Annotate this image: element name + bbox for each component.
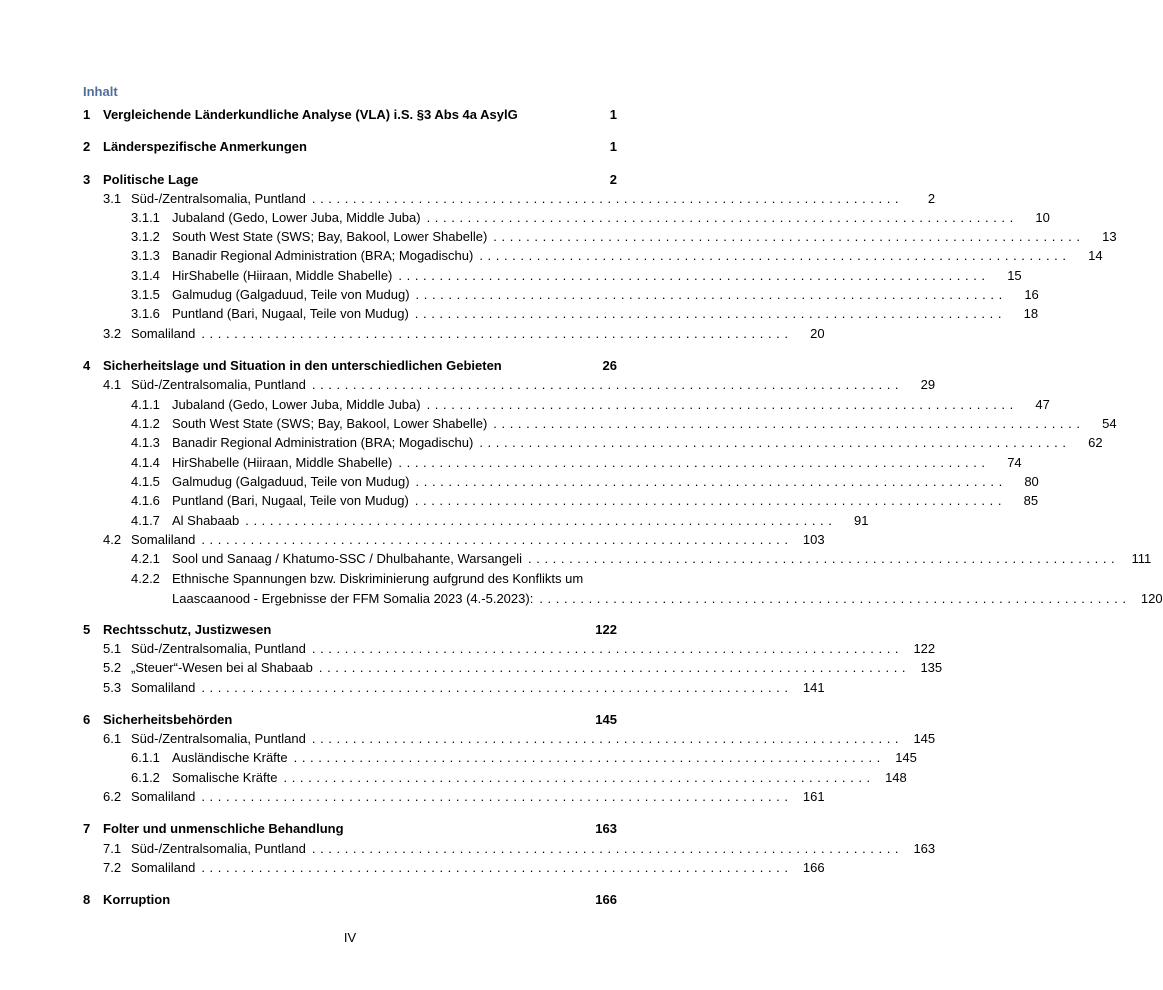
toc-page-number: 20 (810, 326, 825, 341)
toc-entry-4-1-1[interactable] (83, 395, 1050, 414)
toc-number: 4.1.7 (131, 513, 160, 528)
toc-leader: ........................................................................ (398, 455, 990, 470)
toc-number: 6.1.2 (131, 770, 160, 785)
toc-page-number: 10 (1035, 210, 1050, 225)
toc-number: 3 (83, 172, 91, 187)
toc-page-number: 122 (595, 622, 617, 637)
toc-entry-3-1-5[interactable] (83, 285, 1039, 304)
toc-entry-4[interactable] (83, 356, 617, 375)
toc-page-number: 120 (1140, 590, 1163, 606)
toc-page-number: 145 (913, 731, 936, 746)
toc-entry-3-1-2[interactable] (83, 227, 1117, 246)
toc-number: 4.2.2 (131, 571, 160, 586)
toc-title: Puntland (Bari, Nugaal, Teile von Mudug) (172, 493, 409, 508)
toc-page-number: 85 (1023, 493, 1039, 508)
toc-title: Somaliland (131, 532, 196, 547)
toc-page-number: 135 (920, 660, 943, 675)
toc-page-number: 14 (1088, 248, 1103, 263)
toc-leader: ........................................................................ (311, 731, 904, 746)
toc-leader: ........................................................................ (493, 416, 1085, 431)
toc-leader: ........................................................................ (479, 248, 1071, 263)
toc-title: Folter und unmenschliche Behandlung (103, 821, 344, 836)
toc-title: Puntland (Bari, Nugaal, Teile von Mudug) (172, 306, 409, 321)
toc-title: HirShabelle (Hiiraan, Middle Shabelle) (172, 268, 393, 283)
toc-page-number: 145 (895, 750, 917, 765)
toc-page-number: 80 (1024, 474, 1039, 489)
toc-page-number: 18 (1023, 306, 1039, 321)
toc-page-number: 15 (1007, 268, 1022, 283)
toc-leader: ........................................................................ (293, 750, 885, 765)
toc-entry-6-1-1[interactable] (83, 748, 917, 767)
toc-title: Sicherheitsbehörden (103, 712, 233, 727)
toc-number: 5.1 (103, 641, 122, 656)
toc-leader: ........................................................................ (426, 210, 1018, 225)
toc-entry-3-1-3[interactable] (83, 246, 1103, 265)
toc-number: 7.1 (103, 841, 122, 856)
toc-entry-6-2[interactable] (83, 787, 825, 806)
toc-leader: ........................................................................ (414, 493, 1007, 508)
toc-leader: ........................................................................ (318, 660, 911, 675)
toc-entry-5-1[interactable] (83, 639, 936, 658)
toc-title: Politische Lage (103, 172, 199, 187)
toc-number: 4.1 (103, 377, 122, 392)
toc-leader: ........................................................................ (493, 229, 1085, 244)
toc-title: Vergleichende Länderkundliche Analyse (VLA) i.S. §3 Abs 4a AsylG (103, 107, 518, 122)
toc-page-number: 145 (595, 712, 617, 727)
toc-entry-8[interactable] (83, 890, 617, 909)
toc-number: 4.1.6 (131, 493, 160, 508)
toc-page-number: 13 (1102, 229, 1117, 244)
toc-entry-3-1[interactable] (83, 189, 936, 208)
toc-number: 4.2 (103, 532, 122, 547)
toc-leader: ........................................................................ (426, 397, 1018, 412)
toc-title: Süd-/Zentralsomalia, Puntland (131, 377, 306, 392)
toc-entry-6-1[interactable] (83, 729, 936, 748)
toc-entry-6[interactable] (83, 710, 617, 729)
toc-entry-4-2-2[interactable] (83, 569, 1163, 608)
toc-title: „Steuer“-Wesen bei al Shabaab (131, 660, 313, 675)
toc-page-number: 141 (802, 680, 825, 695)
toc-number: 3.1.4 (131, 268, 160, 283)
toc-title: Somalische Kräfte (172, 770, 278, 785)
toc-entry-3-1-6[interactable] (83, 304, 1039, 323)
toc-title-line-2: Laascaanood - Ergebnisse der FFM Somalia 2023 (4.-5.2023): (172, 590, 534, 606)
toc-number: 7 (83, 821, 91, 836)
toc-title: Sicherheitslage und Situation in den unterschiedlichen Gebieten (103, 358, 502, 373)
toc-entry-4-1-5[interactable] (83, 472, 1039, 491)
toc-page-number: 16 (1024, 287, 1039, 302)
toc-title: Al Shabaab (172, 513, 240, 528)
toc-entry-3-1-1[interactable] (83, 208, 1050, 227)
toc-number: 3.1.3 (131, 248, 160, 263)
toc-title: Rechtsschutz, Justizwesen (103, 622, 272, 637)
toc-number: 3.1.1 (131, 210, 160, 225)
toc-leader: ........................................................................ (201, 532, 793, 547)
toc-leader: ........................................................................ (415, 287, 1007, 302)
toc-page-number: 91 (854, 513, 869, 528)
toc-number: 4.1.4 (131, 455, 160, 470)
toc-number: 4.1.3 (131, 435, 160, 450)
toc-title: Süd-/Zentralsomalia, Puntland (131, 841, 306, 856)
toc-title: HirShabelle (Hiiraan, Middle Shabelle) (172, 455, 393, 470)
toc-number: 6.1.1 (131, 750, 160, 765)
toc-entry-3-1-4[interactable] (83, 266, 1022, 285)
toc-heading: Inhalt (83, 84, 118, 99)
toc-number: 3.1 (103, 191, 122, 206)
toc-number: 5.2 (103, 660, 122, 675)
toc-page-number: 122 (913, 641, 936, 656)
toc-title: Sool und Sanaag / Khatumo-SSC / Dhulbahante, Warsangeli (172, 551, 523, 566)
toc-number: 3.1.2 (131, 229, 160, 244)
toc-page-number: 161 (802, 789, 825, 804)
toc-title-line-1: Ethnische Spannungen bzw. Diskriminierung aufgrund des Konflikts um (172, 571, 584, 586)
toc-number: 4.1.2 (131, 416, 160, 431)
toc-title: Süd-/Zentralsomalia, Puntland (131, 641, 306, 656)
toc-entry-4-2[interactable] (83, 530, 825, 549)
toc-page-number: 47 (1035, 397, 1050, 412)
toc-leader: ........................................................................ (283, 770, 875, 785)
toc-title: Länderspezifische Anmerkungen (103, 139, 307, 154)
toc-entry-7[interactable] (83, 819, 617, 838)
toc-title: Süd-/Zentralsomalia, Puntland (131, 191, 306, 206)
toc-number: 4.1.1 (131, 397, 160, 412)
toc-title: Somaliland (131, 680, 196, 695)
toc-number: 4.1.5 (131, 474, 160, 489)
toc-page-number: 62 (1088, 435, 1103, 450)
toc-number: 4.2.1 (131, 551, 160, 566)
page-footer-number: IV (343, 930, 357, 945)
toc-leader: ........................................................................ (311, 191, 904, 206)
toc-entry-4-1-7[interactable] (83, 511, 869, 530)
toc-number: 3.1.5 (131, 287, 160, 302)
toc-title: Korruption (103, 892, 171, 907)
toc-number: 5 (83, 622, 91, 637)
toc-title: Somaliland (131, 860, 196, 875)
toc-title: Banadir Regional Administration (BRA; Mogadischu) (172, 435, 474, 450)
toc-title: Jubaland (Gedo, Lower Juba, Middle Juba) (172, 210, 421, 225)
toc-number: 6.1 (103, 731, 122, 746)
toc-page-number: 74 (1007, 455, 1022, 470)
toc-entry-4-1-3[interactable] (83, 433, 1103, 452)
toc-page-number: 163 (913, 841, 936, 856)
toc-number: 7.2 (103, 860, 122, 875)
toc-entry-7-2[interactable] (83, 858, 825, 877)
toc-title: Somaliland (131, 326, 196, 341)
toc-number: 6 (83, 712, 91, 727)
toc-leader: ........................................................................ (201, 789, 793, 804)
toc-page-number: 2 (609, 172, 617, 187)
toc-title: Galmudug (Galgaduud, Teile von Mudug) (172, 287, 410, 302)
toc-entry-3[interactable] (83, 170, 617, 189)
toc-title: South West State (SWS; Bay, Bakool, Lower Shabelle) (172, 416, 488, 431)
toc-title: Banadir Regional Administration (BRA; Mogadischu) (172, 248, 474, 263)
toc-leader: ........................................................................ (311, 641, 904, 656)
toc-page-number: 111 (1131, 551, 1152, 566)
toc-title: Galmudug (Galgaduud, Teile von Mudug) (172, 474, 410, 489)
toc-leader: ........................................................................ (539, 590, 1131, 606)
toc-entry-4-1-4[interactable] (83, 453, 1022, 472)
toc-leader: ........................................................................ (201, 326, 793, 341)
toc-number: 3.1.6 (131, 306, 160, 321)
toc-number: 5.3 (103, 680, 122, 695)
toc-page-number: 148 (885, 770, 907, 785)
toc-title: Ausländische Kräfte (172, 750, 288, 765)
toc-leader: ........................................................................ (311, 377, 904, 392)
toc-page-number: 54 (1102, 416, 1117, 431)
toc-title: Somaliland (131, 789, 196, 804)
toc-title: Süd-/Zentralsomalia, Puntland (131, 731, 306, 746)
toc-page-number: 1 (609, 139, 617, 154)
toc-page-number: 166 (595, 892, 617, 907)
toc-title: Jubaland (Gedo, Lower Juba, Middle Juba) (172, 397, 421, 412)
toc-number: 2 (83, 139, 91, 154)
toc-page-number: 163 (595, 821, 617, 836)
toc-number: 8 (83, 892, 91, 907)
toc-title: South West State (SWS; Bay, Bakool, Lower Shabelle) (172, 229, 488, 244)
toc-leader: ........................................................................ (201, 680, 793, 695)
toc-page-number: 166 (802, 860, 825, 875)
toc-leader: ........................................................................ (201, 860, 793, 875)
toc-number: 3.2 (103, 326, 122, 341)
toc-entry-5-2[interactable] (83, 658, 943, 677)
toc-leader: ........................................................................ (414, 306, 1007, 321)
toc-leader: ........................................................................ (245, 513, 837, 528)
toc-leader: ........................................................................ (311, 841, 904, 856)
toc-page-number: 1 (609, 107, 617, 122)
toc-entry-2[interactable] (83, 137, 617, 156)
toc-entry-6-1-2[interactable] (83, 768, 907, 787)
toc-leader: ........................................................................ (479, 435, 1071, 450)
toc-leader: ........................................................................ (398, 268, 990, 283)
toc-page-number: 103 (802, 532, 825, 547)
toc-entry-1[interactable] (83, 105, 617, 124)
toc-number: 6.2 (103, 789, 122, 804)
toc-entry-3-2[interactable] (83, 324, 825, 343)
toc-number: 4 (83, 358, 91, 373)
toc-entry-5[interactable] (83, 620, 617, 639)
toc-entry-4-1-2[interactable] (83, 414, 1117, 433)
toc-entry-5-3[interactable] (83, 678, 825, 697)
toc-entry-4-1-6[interactable] (83, 491, 1039, 510)
toc-entry-4-1[interactable] (83, 375, 936, 394)
toc-leader: ........................................................................ (528, 551, 1120, 566)
toc-page-number: 29 (920, 377, 936, 392)
toc-entry-7-1[interactable] (83, 839, 936, 858)
toc-page-number: 26 (602, 358, 617, 373)
toc-number: 1 (83, 107, 91, 122)
toc-page-number: 2 (927, 191, 936, 206)
toc-entry-4-2-1[interactable] (83, 549, 1152, 568)
toc-leader: ........................................................................ (415, 474, 1007, 489)
